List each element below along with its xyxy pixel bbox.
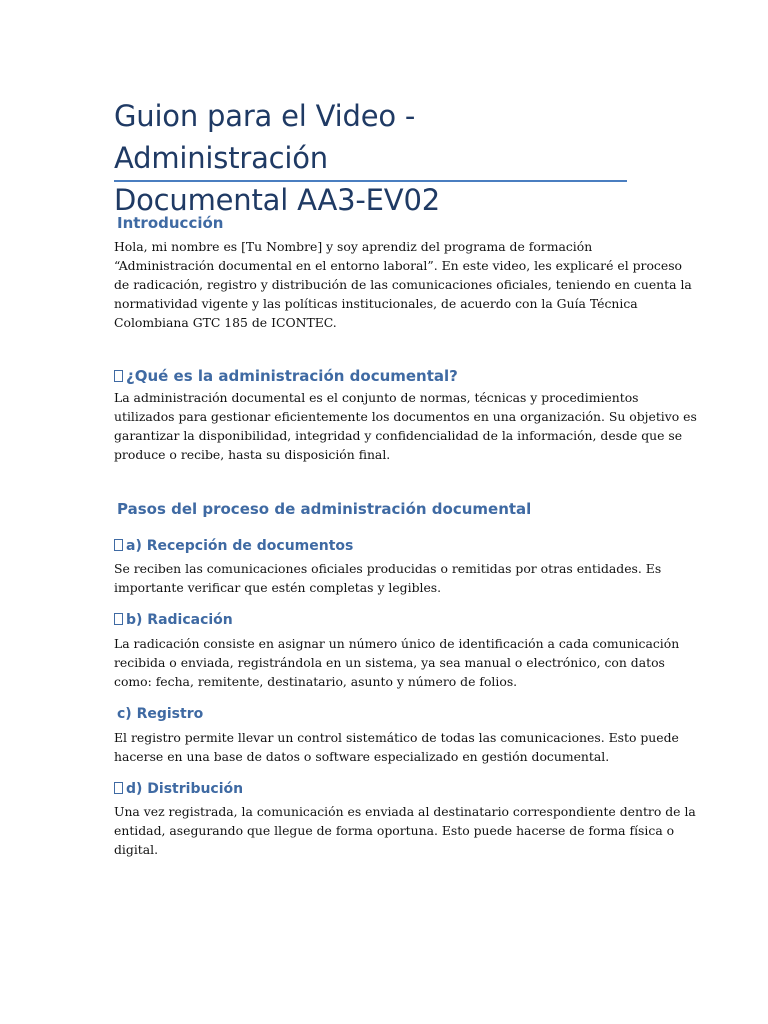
distribution-subsection bbox=[114, 780, 659, 798]
paragraph-line: Una vez registrada, la comunicación es enviada al destinatario correspondiente dentro de la bbox=[114, 804, 696, 819]
missing-glyph-icon bbox=[114, 539, 123, 551]
section-heading: Introducción bbox=[117, 214, 224, 232]
document-title bbox=[114, 95, 634, 221]
distribution-paragraph bbox=[114, 802, 696, 859]
missing-glyph-icon bbox=[114, 782, 123, 794]
filing-subsection bbox=[114, 611, 659, 629]
paragraph-line: garantizar la disponibilidad, integridad y confidencialidad de la información, desde que se bbox=[114, 428, 683, 443]
filing-paragraph bbox=[114, 634, 680, 691]
steps-section bbox=[114, 499, 659, 519]
paragraph-line: entidad, asegurando que llegue de forma oportuna. Esto puede hacerse de forma física o bbox=[114, 823, 675, 838]
intro-paragraph bbox=[114, 237, 692, 332]
paragraph-line: digital. bbox=[114, 842, 159, 857]
paragraph-line: recibida o enviada, registrándola en un sistema, ya sea manual o electrónico, con datos bbox=[114, 655, 665, 670]
title-line: Documental AA3-EV02 bbox=[114, 183, 440, 217]
paragraph-line: La radicación consiste en asignar un número único de identificación a cada comunicación bbox=[114, 636, 680, 651]
subsection-heading-text: b) Radicación bbox=[126, 612, 233, 628]
section-heading: Pasos del proceso de administración documental bbox=[117, 500, 532, 518]
paragraph-line: hacerse en una base de datos o software especializado en gestión documental. bbox=[114, 749, 610, 764]
title-line: Guion para el Video - Administración bbox=[114, 99, 416, 175]
reception-subsection bbox=[114, 537, 659, 555]
paragraph-line: normatividad vigente y las políticas institucionales, de acuerdo con la Guía Técnica bbox=[114, 296, 638, 311]
paragraph-line: de radicación, registro y distribución de las comunicaciones oficiales, teniendo en cuenta la bbox=[114, 277, 692, 292]
paragraph-line: Se reciben las comunicaciones oficiales producidas o remitidas por otras entidades. Es bbox=[114, 561, 662, 576]
subsection-heading-text: a) Recepción de documentos bbox=[126, 538, 354, 554]
subsection-heading bbox=[114, 537, 659, 555]
registry-subsection bbox=[114, 705, 659, 723]
paragraph-line: produce o recibe, hasta su disposición final. bbox=[114, 447, 391, 462]
paragraph-line: utilizados para gestionar eficientemente los documentos en una organización. Su objetivo es bbox=[114, 409, 697, 424]
subsection-heading bbox=[114, 611, 659, 629]
paragraph-line: Hola, mi nombre es [Tu Nombre] y soy aprendiz del programa de formación bbox=[114, 239, 593, 254]
intro-section bbox=[114, 213, 659, 233]
paragraph-line: Colombiana GTC 185 de ICONTEC. bbox=[114, 315, 337, 330]
subsection-heading bbox=[114, 780, 659, 798]
missing-glyph-icon bbox=[114, 370, 123, 382]
registry-paragraph bbox=[114, 728, 679, 766]
paragraph-line: como: fecha, remitente, destinatario, asunto y número de folios. bbox=[114, 674, 518, 689]
paragraph-line: La administración documental es el conjunto de normas, técnicas y procedimientos bbox=[114, 390, 639, 405]
section-heading bbox=[114, 366, 659, 386]
reception-paragraph bbox=[114, 559, 662, 597]
subsection-heading: c) Registro bbox=[117, 706, 204, 722]
paragraph-line: importante verificar que estén completas y legibles. bbox=[114, 580, 442, 595]
paragraph-line: El registro permite llevar un control sistemático de todas las comunicaciones. Esto puede bbox=[114, 730, 679, 745]
what-is-paragraph bbox=[114, 388, 697, 464]
subsection-heading-text: d) Distribución bbox=[126, 781, 244, 797]
what-is-section bbox=[114, 366, 659, 386]
missing-glyph-icon bbox=[114, 613, 123, 625]
section-heading-text: ¿Qué es la administración documental? bbox=[126, 367, 458, 385]
title-underline bbox=[114, 180, 627, 182]
paragraph-line: “Administración documental en el entorno laboral”. En este video, les explicaré el proceso bbox=[114, 258, 683, 273]
